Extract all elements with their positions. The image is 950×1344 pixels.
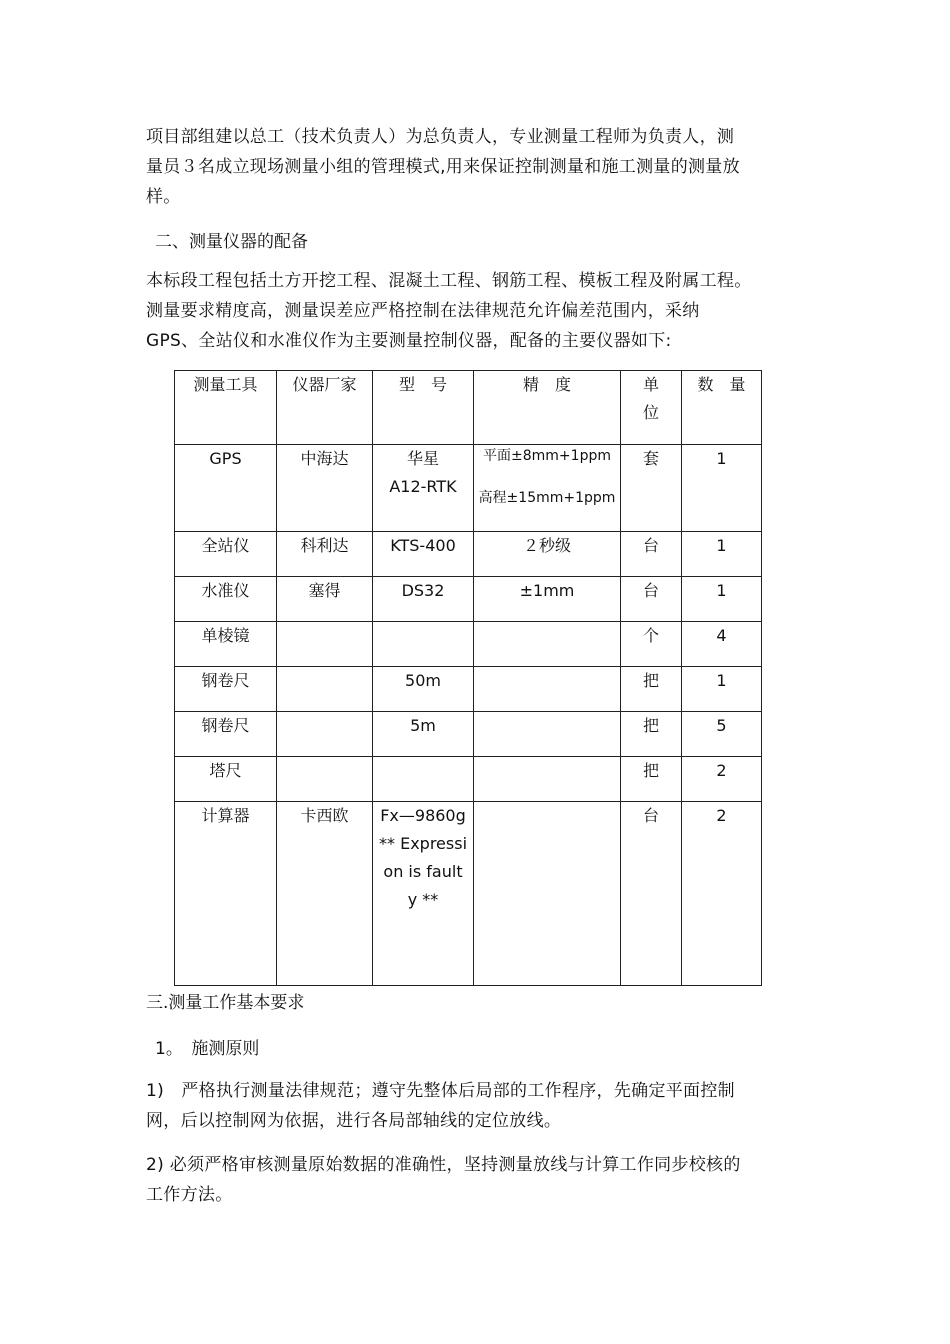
table-cell: 中海达 — [277, 445, 373, 532]
subsection-heading: 1。 施测原则 — [155, 1039, 260, 1059]
table-cell: 1 — [682, 667, 762, 712]
text-line: 样。 — [146, 187, 181, 207]
table-cell — [277, 667, 373, 712]
table-cell: 2 — [682, 757, 762, 802]
column-header: 仪器厂家 — [277, 371, 373, 445]
cell-line: 华星 — [406, 449, 439, 468]
section-heading: 二、测量仪器的配备 — [155, 232, 308, 252]
table-cell — [277, 622, 373, 667]
list-item — [146, 1150, 806, 1210]
table-cell: 5m — [373, 712, 474, 757]
cell-line: A12-RTK — [389, 477, 457, 496]
table-cell — [373, 445, 474, 532]
cell-line: 平面±8mm+1ppm — [483, 448, 611, 464]
table-row — [175, 802, 762, 986]
table-cell: 把 — [621, 757, 682, 802]
table-cell — [474, 712, 621, 757]
table-cell: 单棱镜 — [175, 622, 277, 667]
table-cell: 水准仪 — [175, 577, 277, 622]
table-cell: 钢卷尺 — [175, 712, 277, 757]
table-cell: 科利达 — [277, 532, 373, 577]
table-cell: 台 — [621, 577, 682, 622]
table-cell: 台 — [621, 532, 682, 577]
table-cell: 塔尺 — [175, 757, 277, 802]
column-header-part: 单 — [642, 375, 659, 394]
column-header-unit — [621, 371, 682, 445]
table-row — [175, 712, 762, 757]
text-line: 项目部组建以总工（技术负责人）为总负责人，专业测量工程师为负责人，测 — [146, 127, 735, 147]
table-cell: KTS-400 — [373, 532, 474, 577]
table-cell: ±1mm — [474, 577, 621, 622]
table-cell: 套 — [621, 445, 682, 532]
table-cell: DS32 — [373, 577, 474, 622]
table-cell — [373, 757, 474, 802]
text-line: GPS、全站仪和水准仪作为主要测量控制仪器，配备的主要仪器如下: — [146, 331, 672, 351]
table-cell: ２秒级 — [474, 532, 621, 577]
text-line: 网，后以控制网为依据，进行各局部轴线的定位放线。 — [146, 1111, 562, 1131]
table-cell — [277, 712, 373, 757]
table-cell — [474, 667, 621, 712]
table-cell — [474, 757, 621, 802]
section-heading: 三.测量工作基本要求 — [146, 993, 305, 1013]
column-header: 测量工具 — [175, 371, 277, 445]
list-item — [146, 1076, 806, 1136]
table-cell: 2 — [682, 802, 762, 986]
table-cell: 1 — [682, 532, 762, 577]
table-row — [175, 622, 762, 667]
table-cell: 全站仪 — [175, 532, 277, 577]
equipment-table — [174, 370, 762, 986]
text-line: 本标段工程包括土方开挖工程、混凝土工程、钢筋工程、模板工程及附属工程。 — [146, 271, 752, 291]
table-cell: 塞得 — [277, 577, 373, 622]
text-line: 量员３名成立现场测量小组的管理模式,用来保证控制测量和施工测量的测量放 — [146, 157, 740, 177]
table-cell: 把 — [621, 712, 682, 757]
table-row — [175, 445, 762, 532]
cell-line: 高程±15mm+1ppm — [478, 490, 616, 506]
table-cell: 1 — [682, 577, 762, 622]
table-cell — [277, 757, 373, 802]
equipment-paragraph — [146, 266, 806, 356]
table-cell: 把 — [621, 667, 682, 712]
table-header-row — [175, 371, 762, 445]
text-line: 2) 必须严格审核测量原始数据的准确性，坚持测量放线与计算工作同步校核的 — [146, 1155, 741, 1175]
table-cell: GPS — [175, 445, 277, 532]
table-cell: 5 — [682, 712, 762, 757]
table-row — [175, 577, 762, 622]
cell-text: Fx—9860g** Expression is faulty ** — [379, 806, 468, 909]
table-cell: 卡西欧 — [277, 802, 373, 986]
table-row — [175, 667, 762, 712]
column-header: 数 量 — [682, 371, 762, 445]
column-header: 精 度 — [474, 371, 621, 445]
column-header-part: 位 — [642, 403, 659, 422]
table-cell: 钢卷尺 — [175, 667, 277, 712]
text-line: 1) 严格执行测量法律规范；遵守先整体后局部的工作程序，先确定平面控制 — [146, 1081, 735, 1101]
text-line: 工作方法。 — [146, 1185, 233, 1205]
table-cell: 1 — [682, 445, 762, 532]
table-cell — [474, 802, 621, 986]
table-cell: 个 — [621, 622, 682, 667]
table-cell: 4 — [682, 622, 762, 667]
table-row — [175, 757, 762, 802]
table-cell: 台 — [621, 802, 682, 986]
text-line: 测量要求精度高，测量误差应严格控制在法律规范允许偏差范围内，采纳 — [146, 301, 700, 321]
table-cell: 50m — [373, 667, 474, 712]
table-cell — [474, 622, 621, 667]
table-cell — [373, 802, 474, 986]
intro-paragraph — [146, 122, 806, 212]
table-cell — [373, 622, 474, 667]
column-header: 型 号 — [373, 371, 474, 445]
table-row — [175, 532, 762, 577]
table-cell — [474, 445, 621, 532]
table-cell: 计算器 — [175, 802, 277, 986]
